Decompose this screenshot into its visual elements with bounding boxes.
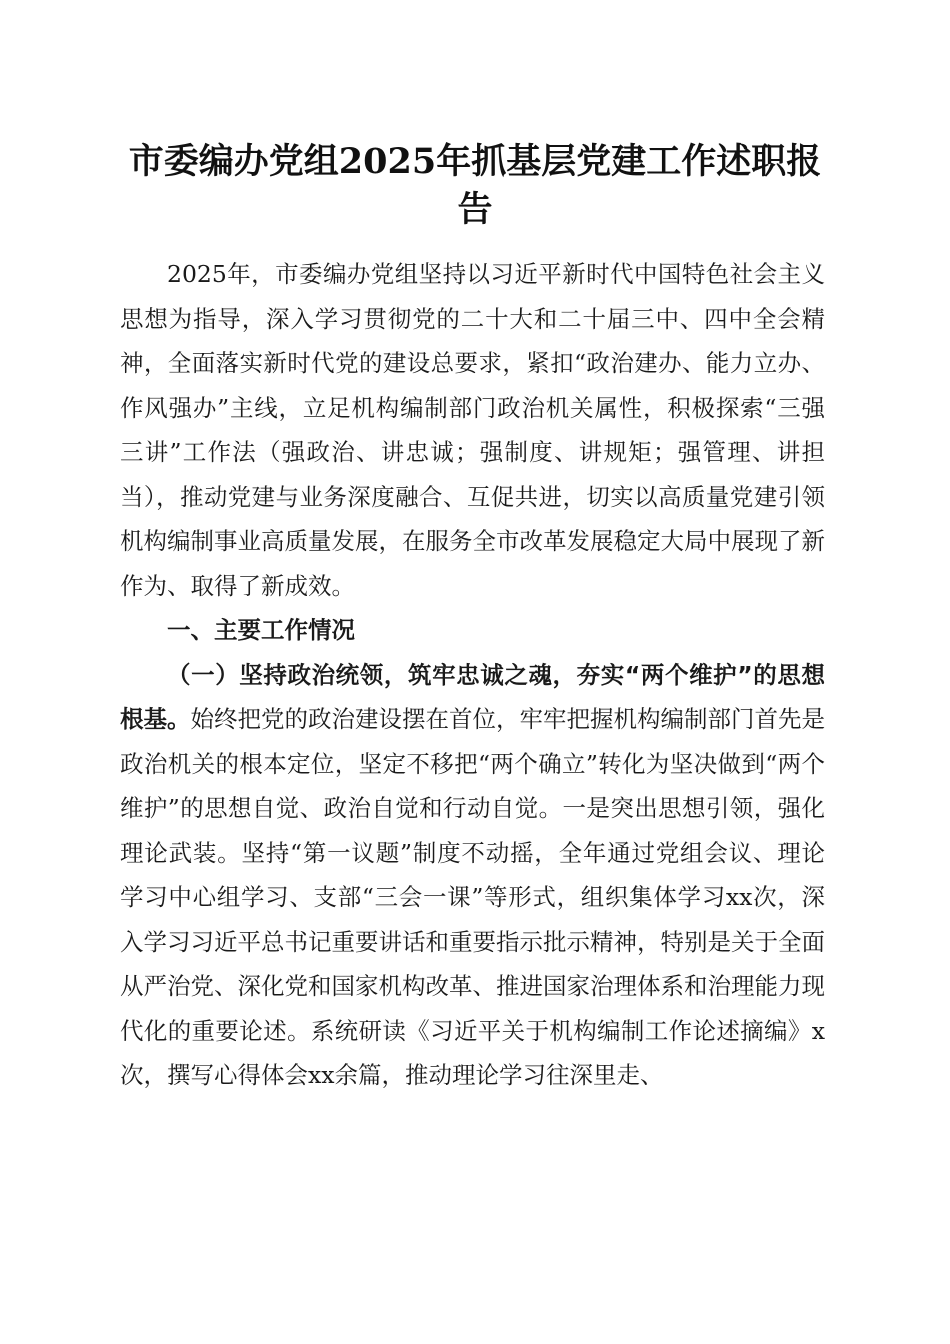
section-heading: 一、主要工作情况 <box>167 616 355 644</box>
subsection-body: 始终把党的政治建设摆在首位，牢牢把握机构编制部门首先是政治机关的根本定位，坚定不移把“两个确立”转化为坚决做到“两个维护”的思想自觉、政治自觉和行动自觉。一是突出思想引领，强化理论武装。坚持“第一议题”制度不动摇，全年通过党组会议、理论学习中心组学习、支部“三会一课”等形式，组织集体学习xx次，深入学习习近平总书记重要讲话和重要指示批示精神，特别是关于全面从严治党、深化党和国家机构改革、推进国家治理体系和治理能力现代化的重要论述。系统研读《习近平关于机构编制工作论述摘编》x次，撰写心得体会xx余篇，推动理论学习往深里走、 <box>120 705 825 1089</box>
intro-paragraph: 2025年，市委编办党组坚持以习近平新时代中国特色社会主义思想为指导，深入学习贯彻党的二十大和二十届三中、四中全会精神，全面落实新时代党的建设总要求，紧扣“政治建办、能力立办、作风强办”主线，立足机构编制部门政治机关属性，积极探索“三强三讲”工作法（强政治、讲忠诚；强制度、讲规矩；强管理、讲担当），推动党建与业务深度融合、互促共进，切实以高质量党建引领机构编制事业高质量发展，在服务全市改革发展稳定大局中展现了新作为、取得了新成效。 <box>120 260 825 600</box>
subsection-paragraph <box>120 653 825 1098</box>
subsection-lead: （一）坚持政治统领，筑牢忠诚之魂，夯实“两个维护”的思想根基。 <box>120 660 825 733</box>
document-body <box>120 252 825 1098</box>
document-title: 市委编办党组2025年抓基层党建工作述职报告 <box>128 141 822 230</box>
